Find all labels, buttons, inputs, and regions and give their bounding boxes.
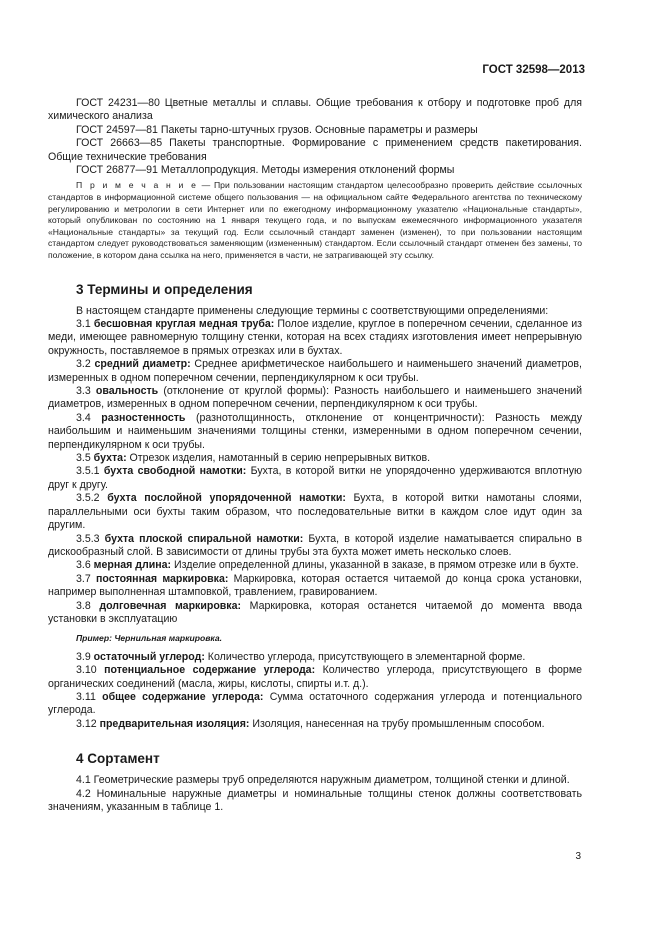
item-number: 3.5.1 bbox=[76, 465, 104, 478]
section-4-title: 4 Сортамент bbox=[76, 751, 160, 767]
term: бухта: bbox=[93, 452, 127, 465]
item-number: 3.3 bbox=[76, 385, 96, 398]
definition-item bbox=[48, 318, 582, 358]
term: предварительная изоляция: bbox=[99, 717, 250, 730]
definition: Бухта, в которой витки намотаны слоями, параллельными оси бухты таким образом, что последовательные витки в каждом слое идут один за другим. bbox=[48, 492, 582, 532]
term: потенциальное содержание углерода: bbox=[104, 664, 316, 677]
definition-item bbox=[48, 358, 582, 385]
item-number: 3.11 bbox=[76, 690, 103, 703]
item-number: 3.2 bbox=[76, 358, 95, 371]
item-number: 3.9 bbox=[76, 650, 94, 663]
item-number: 3.8 bbox=[76, 599, 100, 612]
definition: Маркировка, которая останется читаемой до момента ввода установки в эксплуатацию bbox=[48, 599, 582, 625]
item-number: 3.6 bbox=[76, 559, 94, 572]
definition-item bbox=[48, 492, 582, 532]
note-paragraph bbox=[48, 180, 582, 261]
definition: Количество углерода, присутствующего в форме органических соединений (масла, жиры, кислоты, спирты и.т. д.). bbox=[48, 664, 582, 690]
note-text: — При пользовании настоящим стандартом целесообразно проверить действие ссылочных стандартов в информационной системе общего пользования — на официальном сайте Федерального агентства по техническому регулированию и метрологии в сети Интернет или по ежегодному информационному указателю «Национальные стандарты», который опубликован по состоянию на 1 января текущего года, и по выпускам ежемесячного информационного указателя «Национальные стандарты» за текущий год. Если ссылочный стандарт заменен (изменен), то при пользовании настоящим стандартом следует руководствоваться заменяющим (измененным) стандартом. Если ссылочный стандарт отменен без замены, то положение, в котором дана ссылка на него, применяется в части, не затрагивающей эту ссылку. bbox=[48, 180, 583, 260]
reference-item: ГОСТ 26877—91 Металлопродукция. Методы измерения отклонений формы bbox=[76, 164, 455, 177]
definition: Полое изделие, круглое в поперечном сечении, сделанное из меди, имеющее равномерную толщину стенки, которая на всех стадиях изготовления имеет непрерывную окружность, поставляемое в прямых отрезках или в бухтах. bbox=[48, 318, 583, 357]
page-content bbox=[48, 97, 582, 814]
item-number: 3.5 bbox=[76, 452, 94, 465]
definition-item bbox=[48, 651, 582, 664]
definition: Бухта, в которой изделие наматывается спирально в дискообразный слой. В зависимости от длины трубы эта бухта может иметь несколько слоев. bbox=[48, 532, 582, 558]
definition-item bbox=[48, 718, 582, 731]
definition-item bbox=[48, 412, 582, 452]
definition: Маркировка, которая остается читаемой до конца срока установки, например выполненная штамповкой, травлением, гравированием. bbox=[48, 572, 582, 599]
definition: Отрезок изделия, намотанный в серию непрерывных витков. bbox=[126, 452, 431, 465]
example-note: Пример: Чернильная маркировка. bbox=[76, 633, 223, 644]
definition: Среднее арифметическое наибольшего и наименьшего значений диаметров, измеренных в одном поперечном сечении, перпендикулярном к оси трубы. bbox=[48, 358, 582, 384]
section-4-paragraph: 4.1 Геометрические размеры труб определяются наружным диаметром, толщиной стенки и длиной. bbox=[76, 774, 570, 787]
definition: Сумма остаточного содержания углерода и потенциального углерода. bbox=[48, 690, 582, 717]
definition-item bbox=[48, 691, 582, 718]
term: овальность bbox=[95, 385, 159, 398]
term: долговечная маркировка: bbox=[99, 599, 242, 612]
definition-item bbox=[48, 465, 582, 492]
item-number: 3.10 bbox=[76, 664, 105, 677]
section-4-paragraph: 4.2 Номинальные наружные диаметры и номинальные толщины стенок должны соответствовать значениям, указанным в таблице 1. bbox=[48, 787, 582, 813]
definition-item bbox=[48, 452, 582, 465]
definition: (разнотолщинность, отклонение от концентричности): Разность между наибольшим и наименьшим значениями толщины стенки, измеренными в одном поперечном сечении, перпендикулярном к оси трубы. bbox=[48, 411, 582, 451]
definition: (отклонение от круглой формы): Разность наибольшего и наименьшего значений диаметров, измеренных в одном поперечном сечении, перпендикулярном к оси трубы. bbox=[48, 385, 583, 411]
term: бесшовная круглая медная труба: bbox=[93, 318, 275, 330]
reference-item: ГОСТ 24597—81 Пакеты тарно-штучных грузов. Основные параметры и размеры bbox=[76, 123, 478, 136]
page-number: 3 bbox=[575, 851, 581, 862]
definition-item bbox=[48, 533, 582, 560]
item-number: 3.5.2 bbox=[76, 492, 108, 505]
reference-item: ГОСТ 24231—80 Цветные металлы и сплавы. Общие требования к отбору и подготовке проб для химического анализа bbox=[48, 97, 582, 123]
document-id-header: ГОСТ 32598—2013 bbox=[482, 64, 585, 76]
section-3-intro: В настоящем стандарте применены следующие термины с соответствующими определениями: bbox=[76, 304, 549, 317]
term: средний диаметр: bbox=[94, 358, 191, 371]
section-3-title: 3 Термины и определения bbox=[76, 281, 253, 297]
term: бухта плоской спиральной намотки: bbox=[104, 532, 304, 545]
term: мерная длина: bbox=[93, 559, 172, 572]
item-number: 3.7 bbox=[76, 572, 96, 585]
definition: Количество углерода, присутствующего в элементарной форме. bbox=[204, 650, 526, 663]
definition: Бухта, в которой витки не упорядоченно удерживаются вплотную друг к другу. bbox=[48, 465, 582, 491]
item-number: 3.5.3 bbox=[76, 532, 105, 545]
item-number: 3.4 bbox=[76, 411, 102, 424]
term: постоянная маркировка: bbox=[96, 572, 229, 585]
definition-item bbox=[48, 559, 582, 572]
term: остаточный углерод: bbox=[93, 650, 205, 663]
definition-item bbox=[48, 600, 582, 627]
definition-item bbox=[48, 664, 582, 691]
item-number: 3.12 bbox=[76, 717, 100, 730]
definition: Изделие определенной длины, указанной в заказе, в прямом отрезке или в бухте. bbox=[171, 559, 579, 572]
term: общее содержание углерода: bbox=[102, 690, 264, 703]
term: бухта свободной намотки: bbox=[103, 465, 247, 478]
term: разностенность bbox=[101, 411, 186, 424]
definition-item bbox=[48, 573, 582, 600]
term: бухта послойной упорядоченной намотки: bbox=[107, 492, 346, 505]
reference-item: ГОСТ 26663—85 Пакеты транспортные. Формирование с применением средств пакетирования. Общие технические требования bbox=[48, 137, 582, 163]
item-number: 3.1 bbox=[76, 318, 94, 330]
definition-item bbox=[48, 385, 582, 412]
definition: Изоляция, нанесенная на трубу промышленным способом. bbox=[249, 717, 545, 730]
note-label: П р и м е ч а н и е bbox=[76, 180, 198, 191]
